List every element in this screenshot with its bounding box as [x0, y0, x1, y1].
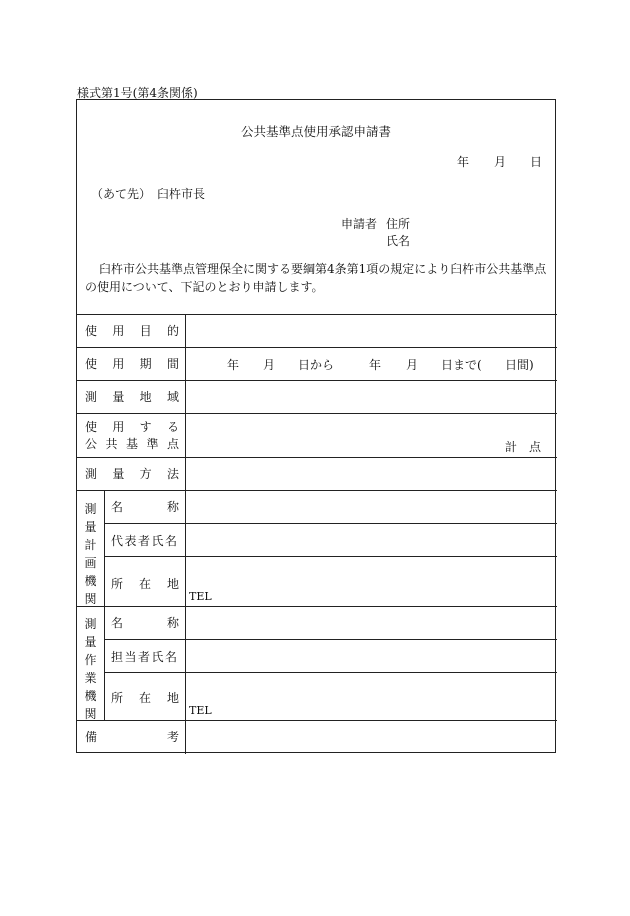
survey-method-label: [85, 457, 179, 490]
work-org-name-label: [111, 606, 179, 639]
form-title: 公共基準点使用承認申請書: [241, 124, 392, 139]
work-org-rep-label: 担当者氏名: [111, 650, 179, 664]
period-to-year: 年: [369, 358, 382, 372]
planning-org-address-field[interactable]: [186, 557, 556, 606]
label-char: 業: [84, 671, 97, 685]
planning-org-name-label: [111, 490, 179, 523]
label-char: 称: [166, 616, 179, 630]
work-org-rep-field[interactable]: [186, 640, 556, 672]
column-divider: [104, 490, 105, 720]
label-char: 域: [166, 390, 179, 404]
purpose-label: [85, 314, 179, 347]
label-char: 使: [85, 419, 98, 434]
date-day-label: 日: [530, 155, 543, 169]
label-char: 用: [112, 324, 125, 338]
label-char: 的: [166, 324, 179, 338]
points-label-line2: [85, 435, 179, 451]
purpose-field[interactable]: [186, 315, 556, 347]
label-char: 計: [84, 538, 97, 552]
label-char: 公: [85, 436, 98, 451]
planning-org-address-label: [111, 574, 179, 592]
form-number: 様式第1号(第4条関係): [77, 86, 198, 100]
label-char: 関: [84, 707, 97, 721]
label-char: 量: [84, 635, 97, 649]
label-char: 称: [166, 500, 179, 514]
date-month-label: 月: [494, 155, 507, 169]
label-char: 法: [166, 467, 179, 481]
label-char: 準: [146, 436, 159, 451]
work-org-address-label: [111, 688, 179, 706]
label-char: 量: [112, 467, 125, 481]
applicant-address-label: 住所: [386, 217, 411, 231]
points-field[interactable]: [186, 414, 556, 457]
label-char: 所: [111, 690, 124, 705]
period-from-year: 年: [227, 358, 240, 372]
label-char: 機: [84, 689, 97, 703]
label-char: 量: [84, 520, 97, 534]
work-org-group-label: [77, 615, 104, 723]
label-char: 基: [125, 436, 138, 451]
applicant-label: 申請者: [341, 217, 378, 231]
label-char: 使: [85, 324, 98, 338]
points-label-line1: [85, 418, 179, 434]
work-org-name-field[interactable]: [186, 607, 556, 639]
date-year-label: 年: [457, 155, 470, 169]
label-char: す: [139, 419, 152, 434]
label-char: 測: [84, 617, 97, 631]
application-form: [76, 99, 556, 753]
survey-area-label: [85, 380, 179, 413]
label-char: 名: [111, 616, 124, 630]
label-char: 共: [105, 436, 118, 451]
period-from-day: 日から: [298, 358, 335, 372]
label-char: 測: [85, 467, 98, 481]
label-char: 量: [112, 390, 125, 404]
applicant-name-label: 氏名: [386, 234, 411, 248]
planning-org-tel-label: TEL: [189, 590, 212, 603]
planning-org-rep-field[interactable]: [186, 524, 556, 556]
survey-area-field[interactable]: [186, 381, 556, 413]
label-char: 考: [166, 730, 179, 744]
label-char: 測: [85, 390, 98, 404]
form-header: [77, 100, 555, 314]
label-char: 方: [139, 467, 152, 481]
label-char: 使: [85, 357, 98, 371]
label-char: 地: [166, 576, 179, 591]
label-char: 用: [112, 357, 125, 371]
label-char: 名: [111, 500, 124, 514]
label-char: 目: [139, 324, 152, 338]
label-char: 在: [138, 576, 151, 591]
application-statement: 臼杵市公共基準点管理保全に関する要綱第4条第1項の規定により臼杵市公共基準点の使用について、下記のとおり申請します。: [85, 262, 547, 294]
label-char: 地: [139, 390, 152, 404]
label-char: 地: [166, 690, 179, 705]
label-char: 用: [112, 419, 125, 434]
label-char: 在: [138, 690, 151, 705]
planning-org-name-field[interactable]: [186, 491, 556, 523]
remarks-field[interactable]: [186, 721, 556, 753]
planning-org-group-label: [77, 500, 104, 608]
label-char: 備: [85, 730, 98, 744]
period-from-month: 月: [263, 358, 276, 372]
label-char: る: [166, 419, 179, 434]
survey-method-field[interactable]: [186, 458, 556, 490]
planning-org-rep-label: 代表者氏名: [111, 534, 179, 548]
addressee: （あて先） 臼杵市長: [91, 187, 206, 201]
label-char: 測: [84, 502, 97, 516]
period-days: 日間): [505, 358, 534, 372]
label-char: 機: [84, 574, 97, 588]
remarks-label: [85, 720, 179, 753]
work-org-tel-label: TEL: [189, 704, 212, 717]
period-to-day: 日まで(: [441, 358, 482, 372]
period-label: [85, 347, 179, 380]
work-org-address-field[interactable]: [186, 673, 556, 720]
label-char: 所: [111, 576, 124, 591]
label-char: 画: [84, 556, 97, 570]
label-char: 期: [139, 357, 152, 371]
label-char: 点: [166, 436, 179, 451]
points-count-label: 計 点: [505, 440, 542, 454]
label-char: 関: [84, 592, 97, 606]
label-char: 間: [166, 357, 179, 371]
period-to-month: 月: [406, 358, 419, 372]
label-char: 作: [84, 653, 97, 667]
